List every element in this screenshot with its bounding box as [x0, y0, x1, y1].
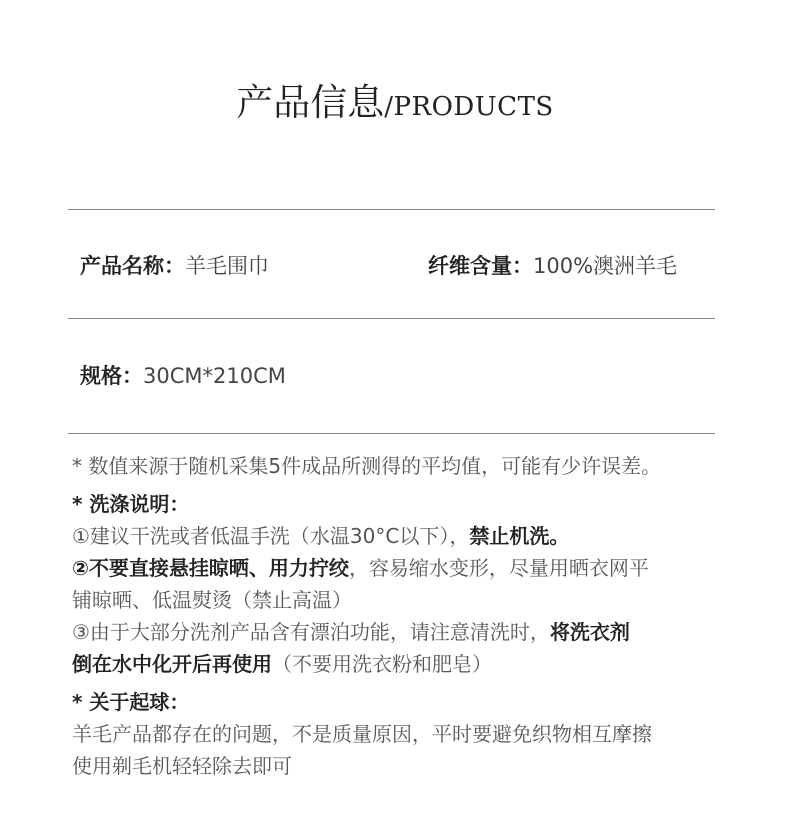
page-title-chinese: 产品信息: [236, 81, 385, 124]
spec-size: [80, 361, 286, 391]
spec-product-name-label: 产品名称：: [80, 254, 185, 278]
wash-instruction-3-text: ③由于大部分洗剂产品含有漂泊功能，请注意清洗时，: [72, 620, 550, 644]
wash-instruction-1-bold: 禁止机洗。: [469, 524, 570, 548]
wash-instructions-heading: * 洗涤说明：: [72, 492, 190, 516]
divider-middle: [68, 318, 715, 319]
page-title-english: /PRODUCTS: [384, 92, 554, 122]
page-title: [0, 72, 790, 126]
wash-instruction-3-bold: 将洗衣剂: [549, 620, 630, 644]
pilling-note-line-1: 羊毛产品都存在的问题，不是质量原因，平时要避免织物相互摩擦: [72, 722, 652, 746]
spec-fiber-content-value: 100%澳洲羊毛: [533, 254, 678, 278]
wash-instruction-3-continued: [72, 648, 712, 680]
spec-fiber-content-label: 纤维含量：: [428, 254, 533, 278]
spec-size-value: 30CM*210CM: [143, 364, 286, 388]
wash-instruction-3-continued-text: （不要用洗衣粉和肥皂）: [272, 652, 492, 676]
wash-instruction-1-text: ①建议干洗或者低温手洗（水温30°C以下），: [72, 524, 470, 548]
spec-product-name-value: 羊毛围巾: [185, 254, 269, 278]
wash-instruction-2-text: ，容易缩水变形，尽量用晒衣网平: [348, 556, 649, 580]
wash-instruction-3-continued-bold: 倒在水中化开后再使用: [72, 652, 272, 676]
wash-instruction-2-continued: 铺晾晒、低温熨烫（禁止高温）: [72, 588, 352, 612]
pilling-heading: * 关于起球：: [72, 690, 190, 714]
wash-instruction-3: [72, 616, 712, 648]
wash-instruction-1: [72, 520, 712, 552]
wash-instruction-2: [72, 552, 712, 584]
pilling-note-line-2: 使用剃毛机轻轻除去即可: [72, 754, 292, 778]
divider-top: [68, 209, 715, 210]
divider-bottom: [68, 433, 715, 434]
care-notes: [72, 450, 712, 782]
wash-instruction-2-bold: ②不要直接悬挂晾晒、用力拧绞: [72, 556, 349, 580]
spec-fiber-content: [428, 251, 677, 281]
spec-product-name: [80, 251, 269, 281]
data-disclaimer: * 数值来源于随机采集5件成品所测得的平均值，可能有少许误差。: [72, 454, 662, 478]
spec-size-label: 规格：: [80, 364, 143, 388]
